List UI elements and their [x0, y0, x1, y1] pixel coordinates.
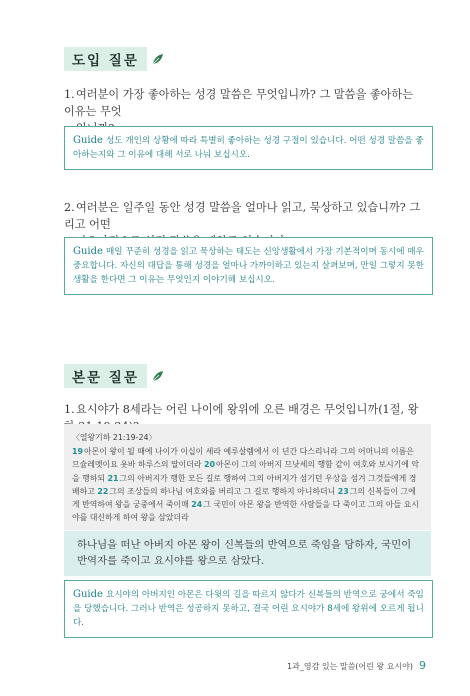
verse-number: 22	[97, 486, 109, 496]
main-guide-1	[64, 580, 433, 638]
verse-text: 그의 조상들의 하나님 여호와를 버리고 그 길로 행하지 아니하더니	[109, 486, 338, 496]
question-text: 요시야가 8세라는 어린 나이에 왕위에 오른 배경은 무엇입니까(1절, 왕	[76, 403, 419, 416]
leaf-icon	[151, 369, 165, 383]
chapter-title: 1과_영감 있는 말씀(어린 왕 요시야)	[287, 662, 413, 671]
verse-number: 20	[204, 460, 215, 470]
verse-number: 24	[191, 500, 203, 510]
guide-label: Guide	[73, 135, 103, 146]
verse-text: 아몬이 왕이 될 때에 나이가 이십이 세라 예루살렘에서 이 년간 다스리니라 그의 어머니의 이름은 므슐레멧이요 욧바 하루스의 딸이더라	[72, 447, 414, 470]
guide-label: Guide	[73, 246, 103, 257]
guide-text: 성도 개인의 상황에 따라 특별히 좋아하는 성경 구절이 있습니다. 어떤 성경 말씀을 좋아하는지와 그 이유에 대해 서로 나눠 보십시오.	[73, 136, 424, 160]
verse-number: 23	[337, 486, 349, 496]
answer-text: 하나님을 떠난 아버지 아몬 왕이 신복들의 반역으로 죽임을 당하자, 국민이 반역자를 죽이고 요시야를 왕으로 삼았다.	[77, 539, 412, 567]
verse-number: 19	[72, 447, 83, 457]
scripture-box	[64, 424, 431, 530]
intro-guide-2	[64, 237, 433, 295]
verse-text: 그 국민이 아몬 왕을 반역한 사람들을 다 죽이고 그의 아들 요시야를 대신하게 하여 왕을 삼았더라	[72, 500, 419, 523]
question-text-line1: 여러분이 가장 좋아하는 성경 말씀은 무엇입니까? 그 말씀을 좋아하는 이유는 무엇	[64, 88, 414, 118]
main-section-heading	[64, 364, 165, 388]
question-text-line1: 여러분은 일주일 동안 성경 말씀을 얼마나 읽고, 묵상하고 있습니까? 그리고 어떤	[64, 201, 421, 231]
page-footer	[287, 659, 426, 672]
question-number: 1.	[64, 403, 75, 416]
guide-text: 매일 꾸준히 성경을 읽고 묵상하는 태도는 신앙생활에서 가장 기본적이며 동시에 매우 중요합니다. 자신의 대답을 통해 성경을 얼마나 가까이하고 있는지 살펴보며, 만일 그렇지 못한 생활을 한다면 그 이유는 무엇인지 이야기해 보십시오.	[73, 247, 424, 285]
guide-label: Guide	[73, 589, 103, 600]
scripture-verses	[72, 447, 419, 522]
scripture-reference: 〈열왕기하 21:19-24〉	[72, 433, 157, 442]
verse-text: 아몬이 그의 아버지 므낫세의 행함 같이 여호와 보시기에 악을 행하되	[72, 460, 419, 483]
intro-guide-1	[64, 126, 433, 170]
question-number: 2.	[64, 201, 75, 214]
verse-text: 그의 신복들이 그에게 반역하여 왕을 궁중에서 죽이매	[72, 486, 416, 510]
verse-text: 그의 아버지가 행한 모든 길로 행하여 그의 아버지가 섬기던 우상을 섬겨 그것들에게 경배하고	[72, 473, 417, 496]
question-number: 1.	[64, 88, 75, 101]
main-heading-label: 본문 질문	[64, 364, 147, 388]
answer-box	[64, 531, 431, 576]
leaf-icon	[151, 52, 165, 66]
verse-number: 21	[107, 473, 119, 483]
intro-heading-label: 도입 질문	[64, 47, 147, 71]
guide-text: 요시야의 아버지인 아몬은 다윗의 길을 따르지 않다가 신복들의 반역으로 궁에서 죽임을 당했습니다. 그러나 반역은 성공하지 못하고, 결국 어린 요시야가 8세에 왕위에 오르게 됩니다.	[73, 590, 424, 628]
intro-section-heading	[64, 47, 165, 71]
page-number: 9	[419, 659, 426, 672]
